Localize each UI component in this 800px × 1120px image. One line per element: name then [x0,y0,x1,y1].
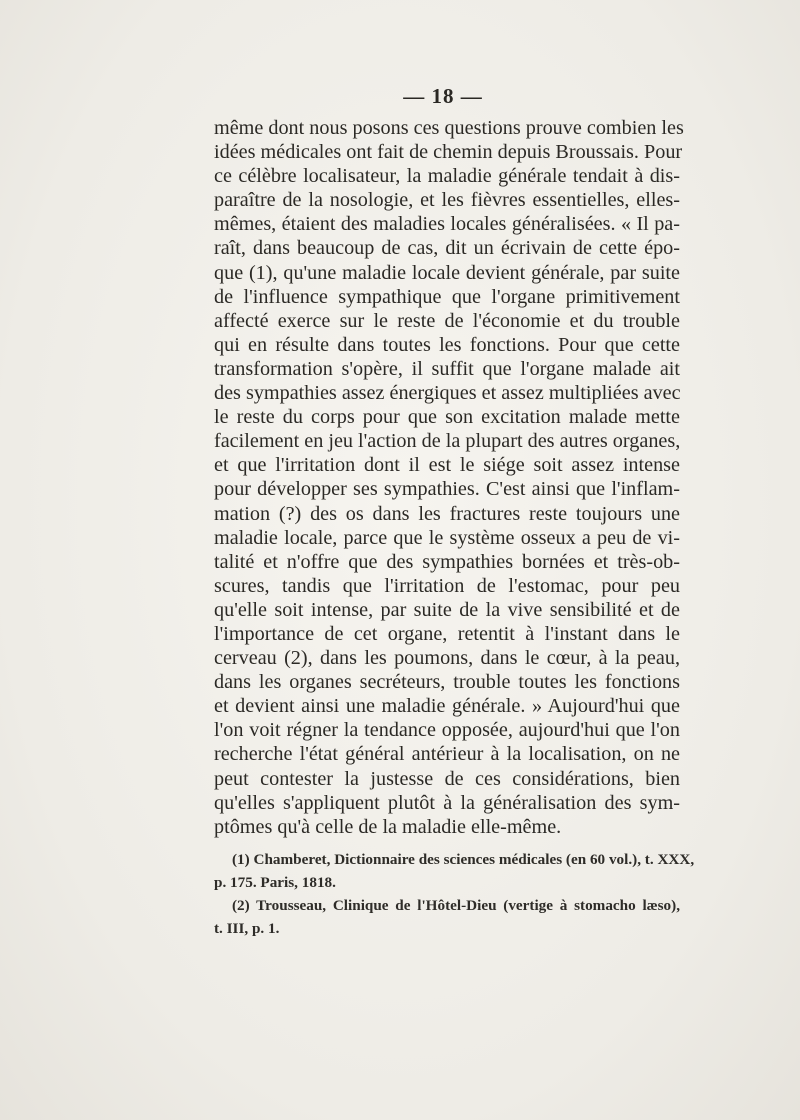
footnote-2 [214,894,680,940]
footnote-1 [214,848,695,894]
text-line: mation (?) des os dans les fractures reste toujours une [214,502,680,525]
body-text [214,116,684,839]
text-line: l'importance de cet organe, retentit à l'instant dans le [214,622,680,645]
footnote-line: (1) Chamberet, Dictionnaire des sciences médicales (en 60 vol.), t. XXX, [232,851,695,868]
text-line: transformation s'opère, il suffit que l'organe malade ait [214,357,680,380]
page-number: — 18 — [403,84,483,108]
text-line: peut contester la justesse de ces considérations, bien [214,767,680,790]
text-line: le reste du corps pour que son excitation malade mette [214,406,680,429]
text-line: idées médicales ont fait de chemin depuis Broussais. Pour [214,141,683,164]
text-line: des sympathies assez énergiques et assez multipliées avec [214,382,681,405]
text-line: cerveau (2), dans les poumons, dans le cœur, à la peau, [214,647,680,670]
text-line: que (1), qu'une maladie locale devient générale, par suite [214,261,680,284]
text-line: ptômes qu'à celle de la maladie elle-même. [214,815,562,838]
text-line: mêmes, étaient des maladies locales généralisées. « Il pa- [214,213,680,236]
footnote-line: t. III, p. 1. [214,920,280,937]
text-line: recherche l'état général antérieur à la localisation, on ne [214,743,680,766]
text-line: paraître de la nosologie, et les fièvres essentielles, elles- [214,189,680,212]
text-line: pour développer ses sympathies. C'est ainsi que l'inflam- [214,478,680,501]
text-line: dans les organes secréteurs, trouble toutes les fonctions [214,671,680,694]
text-line: talité et n'offre que des sympathies bornées et très-ob- [214,550,680,573]
text-line: de l'influence sympathique que l'organe primitivement [214,285,680,308]
text-line: qu'elle soit intense, par suite de la vive sensibilité et de [214,598,680,621]
text-line: et que l'irritation dont il est le siége soit assez intense [214,454,680,477]
text-line: même dont nous posons ces questions prouve combien les [214,117,684,139]
text-line: maladie locale, parce que le système osseux a peu de vi- [214,526,680,549]
text-line: facilement en jeu l'action de la plupart des autres organes, [214,430,681,453]
footnote-line: p. 175. Paris, 1818. [214,874,336,891]
text-line: ce célèbre localisateur, la maladie générale tendait à dis- [214,165,680,188]
text-line: et devient ainsi une maladie générale. » Aujourd'hui que [214,695,680,718]
text-line: qu'elles s'appliquent plutôt à la généralisation des sym- [214,791,680,814]
text-line: scures, tandis que l'irritation de l'estomac, pour peu [214,574,680,597]
text-line: l'on voit régner la tendance opposée, aujourd'hui que l'on [214,719,680,742]
text-line: raît, dans beaucoup de cas, dit un écrivain de cette épo- [214,237,680,260]
footnotes [214,848,695,940]
text-line: qui en résulte dans toutes les fonctions. Pour que cette [214,333,680,356]
footnote-line: (2) Trousseau, Clinique de l'Hôtel-Dieu (vertige à stomacho læso), [232,897,680,914]
text-line: affecté exerce sur le reste de l'économie et du trouble [214,309,680,332]
